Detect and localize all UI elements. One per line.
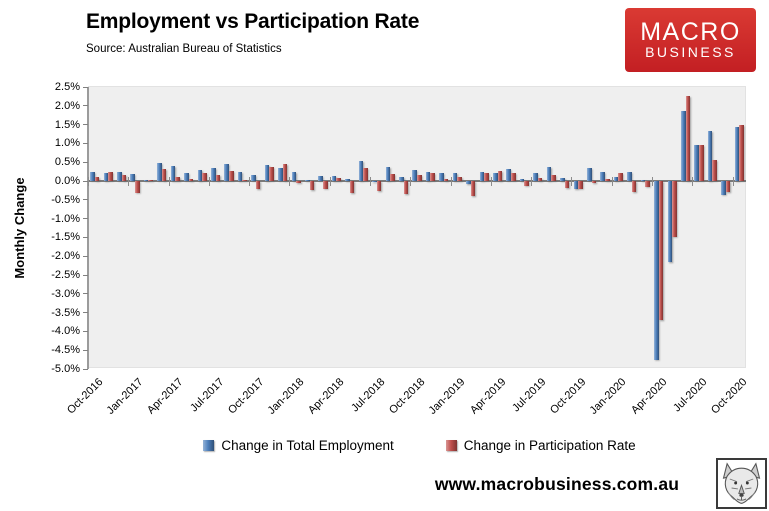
bar-employment-Nov-2019 — [587, 168, 592, 181]
x-axis-tick — [289, 177, 290, 186]
x-axis-tick-label: Apr-2017 — [145, 376, 186, 417]
bar-participation-Apr-2019 — [498, 171, 503, 181]
wolf-sketch-icon — [719, 461, 764, 506]
y-axis-tick-label: -4.0% — [51, 325, 80, 338]
x-axis-tick-label: Apr-2018 — [306, 376, 347, 417]
bar-participation-Oct-2019 — [578, 181, 583, 189]
bar-participation-Jul-2018 — [377, 181, 382, 191]
employment-legend-label: Change in Total Employment — [221, 438, 394, 453]
y-axis-tick-label: -3.0% — [51, 287, 80, 300]
x-axis-tick-label: Jul-2020 — [671, 376, 710, 415]
x-axis-tick — [370, 177, 371, 186]
y-axis-tick-label: -1.0% — [51, 212, 80, 225]
y-axis-tick — [83, 256, 88, 257]
x-axis-tick-label: Oct-2019 — [548, 376, 589, 417]
bar-participation-Dec-2016 — [122, 175, 127, 181]
bar-participation-Sep-2018 — [404, 181, 409, 194]
y-axis-tick-label: 0.5% — [54, 156, 80, 169]
bar-participation-May-2019 — [511, 173, 516, 181]
participation-legend-label: Change in Participation Rate — [463, 438, 636, 453]
bar-participation-Mar-2017 — [162, 169, 167, 181]
participation-legend-swatch — [446, 440, 457, 451]
y-axis-tick-label: -1.5% — [51, 231, 80, 244]
chart-plot-area — [12, 81, 750, 417]
bar-participation-Sep-2019 — [565, 181, 570, 188]
bar-participation-Mar-2018 — [323, 181, 328, 189]
bar-participation-Jan-2017 — [135, 181, 140, 193]
y-axis-tick — [83, 350, 88, 351]
bar-participation-Nov-2016 — [108, 172, 113, 181]
y-axis-tick — [83, 312, 88, 313]
x-axis-tick-label: Oct-2020 — [709, 376, 750, 417]
x-axis-tick-label: Oct-2016 — [64, 376, 106, 417]
y-axis-tick — [83, 237, 88, 238]
x-axis-tick — [410, 177, 411, 186]
bar-participation-Mar-2020 — [645, 181, 650, 187]
macrobusiness-logo — [625, 8, 756, 72]
y-axis-tick — [83, 105, 88, 106]
y-axis-tick-label: -4.5% — [51, 344, 80, 357]
y-axis-tick-label: -3.5% — [51, 306, 80, 319]
page-title: Employment vs Participation Rate — [86, 10, 420, 33]
y-axis-tick-label: -2.5% — [51, 269, 80, 281]
logo-text-business: BUSINESS — [645, 44, 736, 61]
y-axis-tick — [83, 124, 88, 125]
employment-legend-swatch — [203, 440, 214, 451]
bar-participation-Dec-2017 — [283, 164, 288, 181]
y-axis-title: Monthly Change — [12, 177, 27, 279]
legend-item-employment — [203, 438, 393, 453]
bar-participation-May-2017 — [189, 179, 194, 181]
x-axis-tick-label: Jan-2017 — [104, 376, 146, 417]
y-axis-tick-label: -5.0% — [51, 363, 80, 375]
y-axis-tick-label: -2.0% — [51, 250, 80, 263]
y-axis-tick-label: 2.5% — [54, 81, 80, 93]
bar-participation-Jul-2020 — [699, 145, 704, 181]
bar-participation-Dec-2018 — [444, 179, 449, 181]
bar-participation-Feb-2017 — [148, 180, 153, 181]
bar-employment-Jan-2017 — [130, 174, 135, 181]
x-axis-tick — [491, 177, 492, 186]
x-axis-tick — [88, 177, 89, 186]
bar-participation-Oct-2016 — [95, 177, 100, 181]
bar-participation-Jan-2019 — [457, 177, 462, 181]
legend-item-participation — [446, 438, 636, 453]
x-axis-tick-label: Apr-2020 — [628, 376, 670, 417]
x-axis-tick — [451, 177, 452, 186]
bar-participation-Jan-2020 — [618, 173, 623, 181]
x-axis-tick — [652, 177, 653, 186]
bar-participation-Jul-2017 — [216, 175, 221, 181]
x-axis-tick-label: Jul-2018 — [348, 376, 388, 415]
x-axis-tick — [209, 177, 210, 186]
x-axis-tick — [571, 177, 572, 186]
bar-participation-Oct-2020 — [739, 125, 744, 181]
bar-participation-Aug-2017 — [229, 171, 234, 181]
y-axis-line — [87, 87, 89, 369]
y-axis-tick-label: 1.5% — [54, 118, 80, 131]
website-link[interactable]: www.macrobusiness.com.au — [434, 474, 680, 494]
bar-employment-Feb-2020 — [627, 172, 632, 181]
x-axis-tick — [612, 177, 613, 186]
y-axis-tick — [83, 199, 88, 200]
x-axis-tick-label: Jan-2020 — [587, 376, 629, 417]
bar-participation-Feb-2018 — [310, 181, 315, 190]
y-axis-tick — [83, 331, 88, 332]
y-axis-tick-label: 1.0% — [54, 137, 80, 150]
x-axis-tick-label: Jul-2019 — [510, 376, 549, 415]
bar-participation-Apr-2017 — [175, 177, 180, 181]
bar-participation-Nov-2018 — [430, 173, 435, 181]
y-axis-tick-label: 2.0% — [54, 99, 80, 112]
y-axis-tick — [83, 293, 88, 294]
bar-participation-Apr-2018 — [336, 178, 341, 181]
y-axis-tick — [83, 218, 88, 219]
bar-participation-Aug-2019 — [551, 175, 556, 181]
x-axis-tick — [169, 177, 170, 186]
bar-participation-May-2020 — [672, 181, 677, 237]
bar-participation-Feb-2019 — [471, 181, 476, 196]
bar-participation-Aug-2020 — [712, 160, 717, 181]
y-axis-tick — [83, 162, 88, 163]
x-axis-tick — [128, 177, 129, 186]
x-axis-tick — [733, 177, 734, 186]
bar-participation-Nov-2017 — [269, 167, 274, 181]
x-axis-tick — [249, 177, 250, 186]
source-caption: Source: Australian Bureau of Statistics — [86, 43, 282, 55]
wolf-badge — [716, 458, 767, 509]
bar-participation-Dec-2019 — [605, 179, 610, 181]
x-axis-tick — [692, 177, 693, 186]
bar-participation-Jun-2019 — [524, 181, 529, 186]
bar-participation-Jun-2017 — [202, 173, 207, 181]
bar-participation-Jun-2020 — [686, 96, 691, 181]
y-axis-tick — [83, 275, 88, 276]
x-axis-tick — [531, 177, 532, 186]
bar-participation-Oct-2017 — [256, 181, 261, 189]
y-axis-tick — [83, 369, 88, 370]
bar-participation-Jan-2018 — [296, 181, 301, 183]
y-axis-tick-label: 0.0% — [54, 175, 80, 187]
x-axis-tick-label: Jan-2018 — [265, 376, 307, 417]
x-axis-tick-label: Oct-2017 — [225, 376, 267, 417]
x-axis-tick-label: Apr-2019 — [467, 376, 509, 417]
y-axis-tick — [83, 87, 88, 88]
bar-participation-Nov-2019 — [592, 181, 597, 183]
bar-participation-Jun-2018 — [363, 168, 368, 181]
bar-participation-Sep-2017 — [242, 180, 247, 181]
y-axis-tick — [83, 143, 88, 144]
x-axis-tick — [330, 177, 331, 186]
bar-participation-Aug-2018 — [390, 174, 395, 181]
bar-participation-May-2018 — [350, 181, 355, 193]
chart-legend — [0, 438, 769, 453]
y-axis-tick-label: -0.5% — [51, 193, 80, 206]
x-axis-tick-label: Jul-2017 — [187, 376, 227, 415]
bar-participation-Sep-2020 — [726, 181, 731, 192]
bar-employment-Jan-2018 — [292, 172, 297, 181]
x-axis-tick-label: Oct-2018 — [387, 376, 428, 417]
bar-participation-Oct-2018 — [417, 175, 422, 181]
bar-participation-Jul-2019 — [538, 178, 543, 181]
bar-participation-Apr-2020 — [659, 181, 664, 320]
bar-participation-Feb-2020 — [632, 181, 637, 192]
bar-participation-Mar-2019 — [484, 173, 489, 181]
x-axis-tick-label: Jan-2019 — [426, 376, 468, 417]
logo-text-macro: MACRO — [640, 18, 741, 47]
